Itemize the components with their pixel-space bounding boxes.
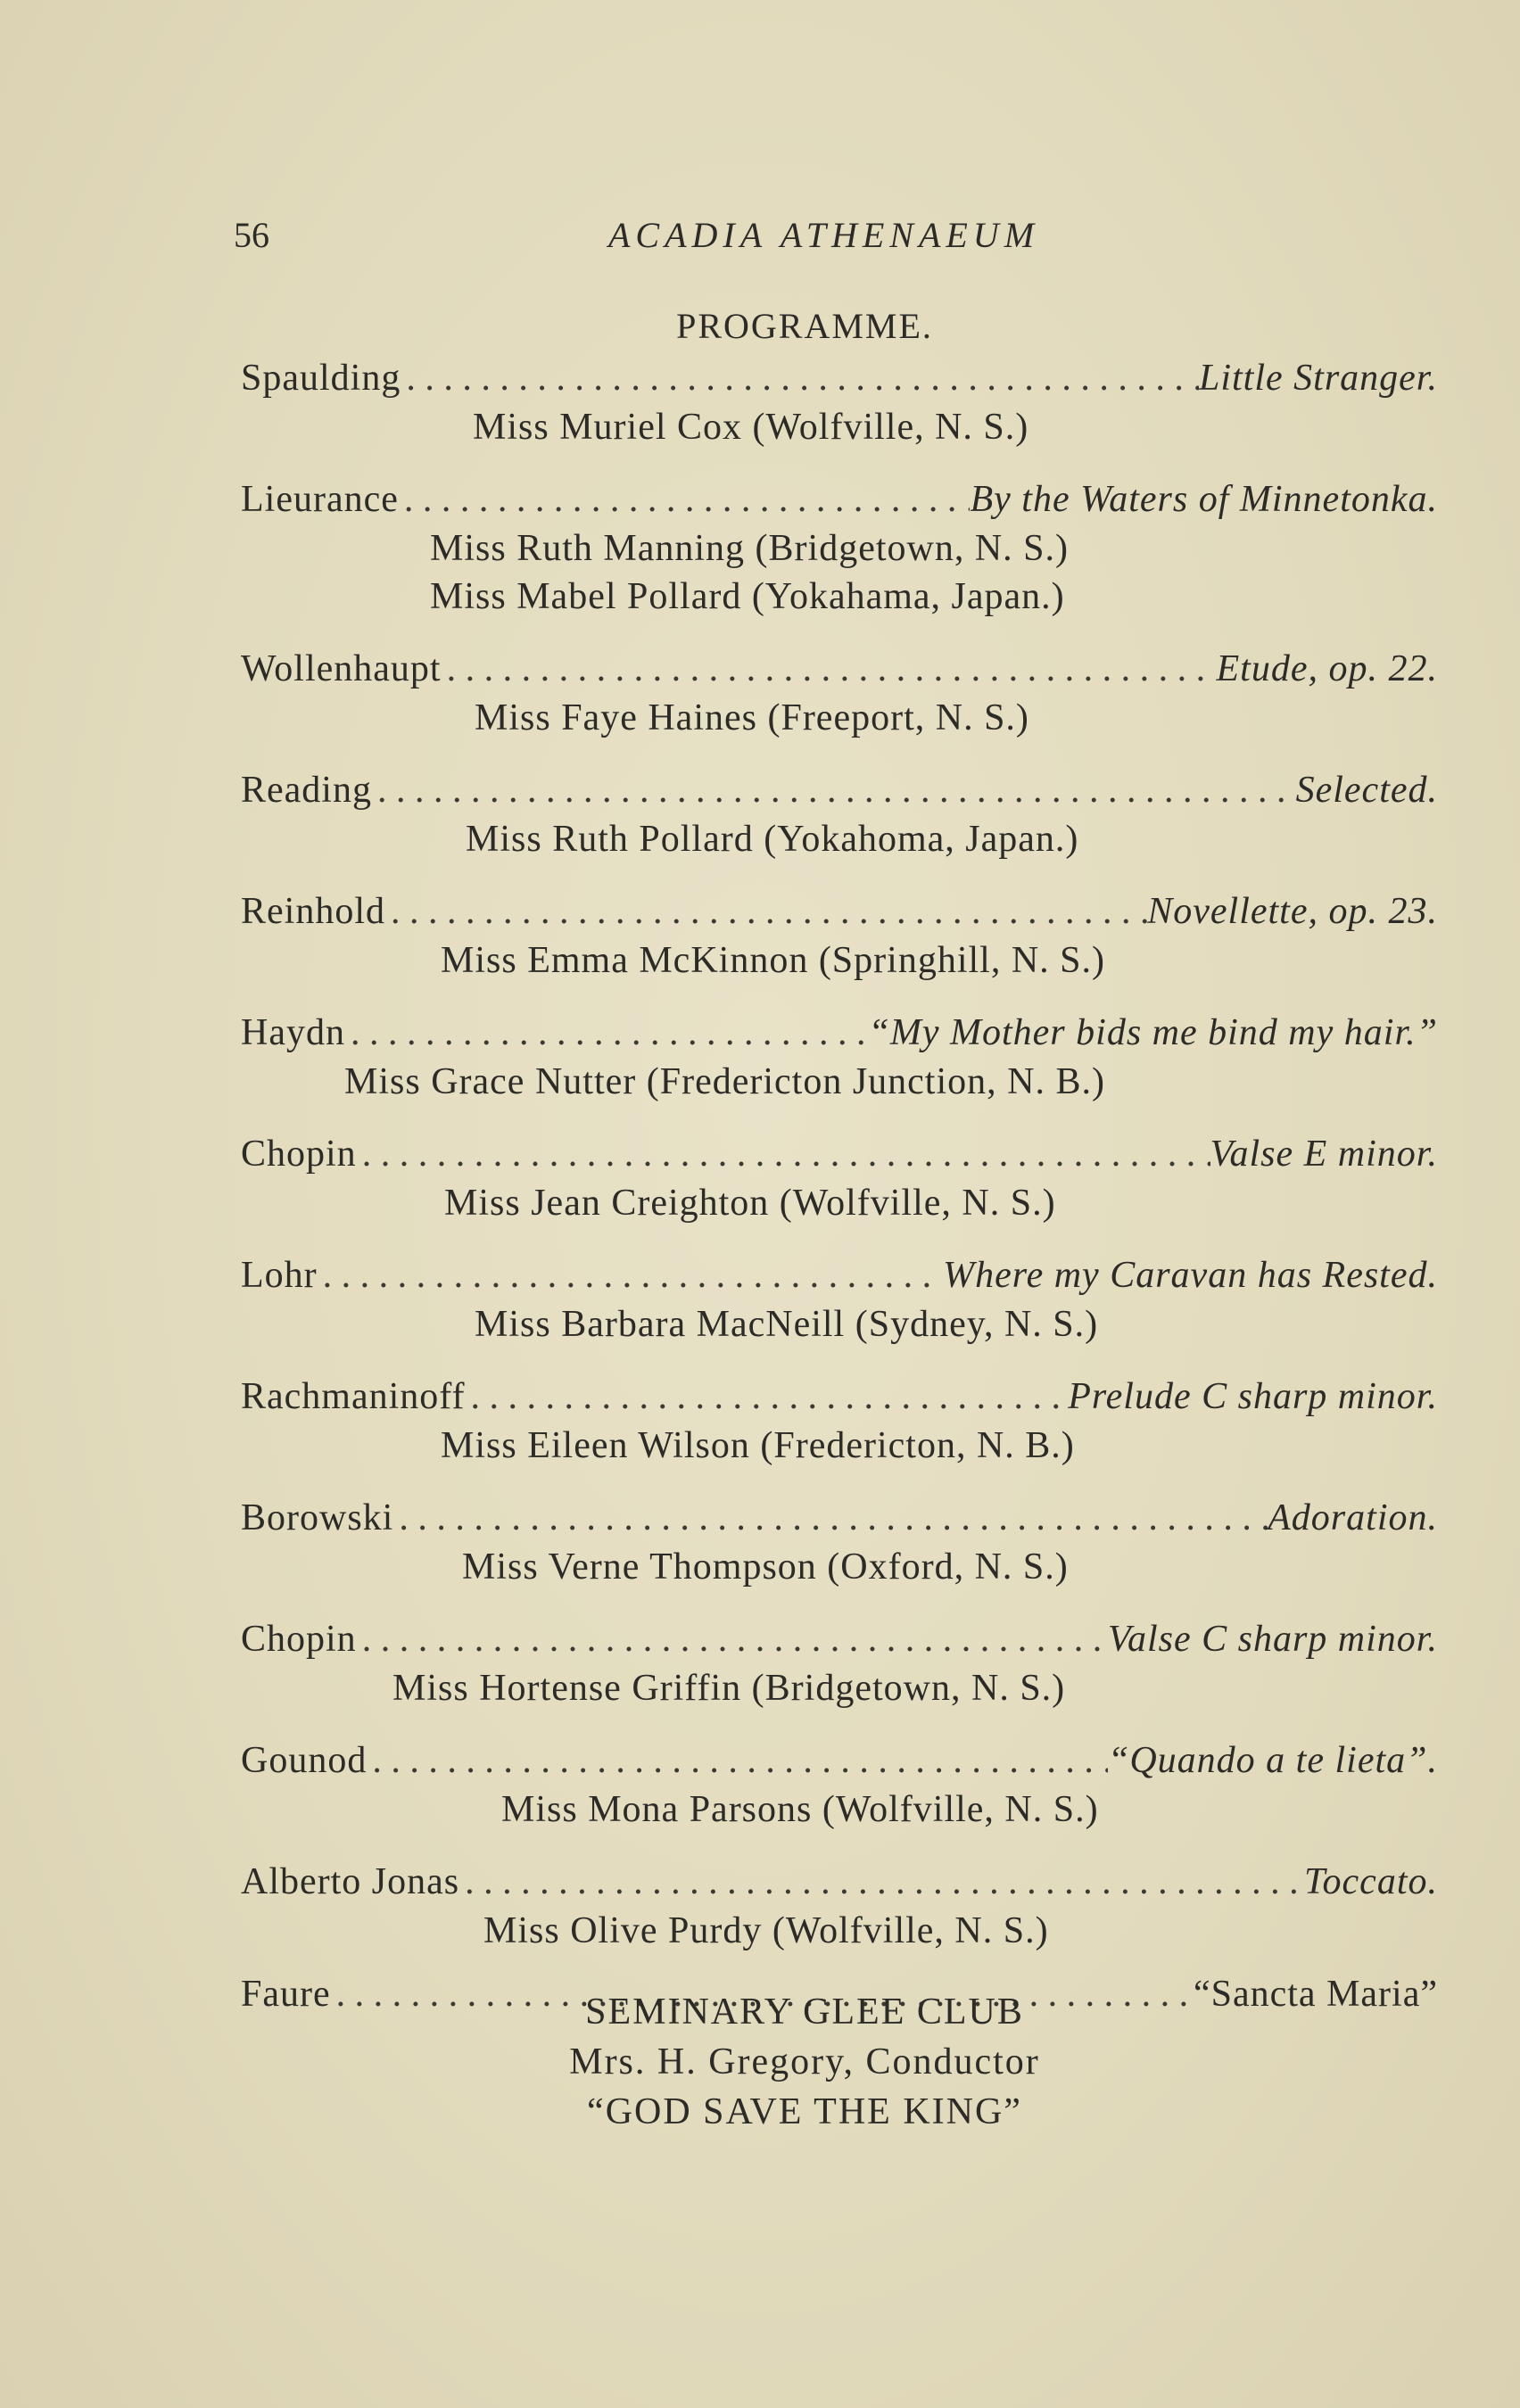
composer-name: Gounod [241, 1740, 368, 1781]
composer-name: Rachmaninoff [241, 1376, 466, 1417]
composer-name: Reading [241, 770, 372, 811]
performer: Miss Emma McKinnon (Springhill, N. S.) [441, 940, 1106, 981]
performer: Miss Ruth Manning (Bridgetown, N. S.) [430, 528, 1070, 569]
entry-line [241, 1250, 1438, 1300]
entry-line [241, 765, 1438, 815]
composer-name: Lieurance [241, 479, 399, 520]
entry-line [241, 1008, 1438, 1058]
programme-entry [241, 1857, 1438, 1955]
entry-line [241, 1372, 1438, 1422]
piece-title: Prelude C sharp minor. [1068, 1376, 1438, 1417]
composer-name: Borowski [241, 1497, 394, 1538]
conductor-line: Mrs. H. Gregory, Conductor [569, 2041, 1040, 2082]
piece-title: “My Mother bids me bind my hair.” [868, 1012, 1438, 1053]
composer-name: Lohr [241, 1255, 318, 1296]
entry-line [241, 1736, 1438, 1785]
dot-leader [466, 1372, 1069, 1422]
entry-line [241, 1493, 1438, 1543]
composer-name: Faure [241, 1974, 331, 2015]
programme-entry [241, 1129, 1438, 1227]
dot-leader [357, 1614, 1108, 1664]
dot-leader [357, 1129, 1210, 1179]
composer-name: Chopin [241, 1619, 357, 1660]
piece-title: Toccato. [1304, 1861, 1438, 1902]
programme-entry [241, 765, 1438, 863]
anthem-line: “GOD SAVE THE KING” [587, 2091, 1022, 2132]
programme-entry [241, 474, 1438, 621]
dot-leader [385, 887, 1147, 936]
composer-name: Reinhold [241, 891, 385, 932]
piece-title: Valse E minor. [1210, 1134, 1438, 1175]
dot-leader [345, 1008, 869, 1058]
programme-entry [241, 1493, 1438, 1591]
entry-line [241, 1614, 1438, 1664]
piece-title: Novellette, op. 23. [1147, 891, 1438, 932]
performer: Miss Grace Nutter (Fredericton Junction, N. B.) [344, 1061, 1105, 1102]
page-number: 56 [234, 215, 269, 255]
glee-club-line: SEMINARY GLEE CLUB [585, 1992, 1024, 2033]
entry-line [241, 887, 1438, 936]
programme-entry [241, 353, 1438, 451]
performer: Miss Mabel Pollard (Yokahama, Japan.) [430, 576, 1065, 617]
composer-name: Spaulding [241, 358, 401, 399]
composer-name: Wollenhaupt [241, 648, 442, 689]
entry-line [241, 1129, 1438, 1179]
piece-title: Adoration. [1268, 1497, 1438, 1538]
dot-leader [442, 644, 1217, 694]
programme-entry [241, 887, 1438, 985]
piece-title: By the Waters of Minnetonka. [970, 479, 1438, 520]
dot-leader [459, 1857, 1304, 1907]
dot-leader [399, 474, 971, 524]
entry-line [241, 353, 1438, 403]
performer: Miss Muriel Cox (Wolfville, N. S.) [473, 407, 1029, 448]
performer: Miss Mona Parsons (Wolfville, N. S.) [501, 1789, 1099, 1830]
performer: Miss Barbara MacNeill (Sydney, N. S.) [475, 1304, 1099, 1345]
piece-title: Selected. [1295, 770, 1438, 811]
piece-title: Etude, op. 22. [1216, 648, 1438, 689]
performer: Miss Faye Haines (Freeport, N. S.) [475, 697, 1029, 738]
programme-entry [241, 1736, 1438, 1834]
performer: Miss Eileen Wilson (Fredericton, N. B.) [441, 1425, 1075, 1466]
page-header [234, 214, 1135, 268]
composer-name: Alberto Jonas [241, 1861, 460, 1902]
performer: Miss Jean Creighton (Wolfville, N. S.) [444, 1183, 1056, 1224]
composer-name: Chopin [241, 1134, 357, 1175]
piece-title: Valse C sharp minor. [1107, 1619, 1438, 1660]
piece-title: Where my Caravan has Rested. [943, 1255, 1438, 1296]
programme-title: PROGRAMME. [676, 306, 933, 346]
dot-leader [318, 1250, 944, 1300]
entry-line [241, 1857, 1438, 1907]
performer: Miss Verne Thompson (Oxford, N. S.) [462, 1546, 1069, 1587]
performer: Miss Hortense Griffin (Bridgetown, N. S.) [392, 1668, 1066, 1709]
entry-line [241, 474, 1438, 524]
programme-entry [241, 1250, 1438, 1348]
piece-title: Little Stranger. [1198, 358, 1438, 399]
piece-title: “Quando a te lieta”. [1107, 1740, 1438, 1781]
running-title: ACADIA ATHENAEUM [608, 215, 1040, 255]
piece-title: “Sancta Maria” [1193, 1974, 1438, 2015]
entry-line [241, 644, 1438, 694]
dot-leader [393, 1493, 1268, 1543]
programme-entry [241, 1614, 1438, 1712]
performer: Miss Olive Purdy (Wolfville, N. S.) [483, 1910, 1049, 1951]
programme-list [241, 353, 1438, 2019]
dot-leader [367, 1736, 1108, 1785]
performer: Miss Ruth Pollard (Yokahoma, Japan.) [466, 819, 1079, 860]
programme-entry [241, 1008, 1438, 1106]
programme-entry [241, 1372, 1438, 1470]
dot-leader [401, 353, 1199, 403]
programme-entry [241, 644, 1438, 742]
dot-leader [372, 765, 1296, 815]
composer-name: Haydn [241, 1012, 345, 1053]
